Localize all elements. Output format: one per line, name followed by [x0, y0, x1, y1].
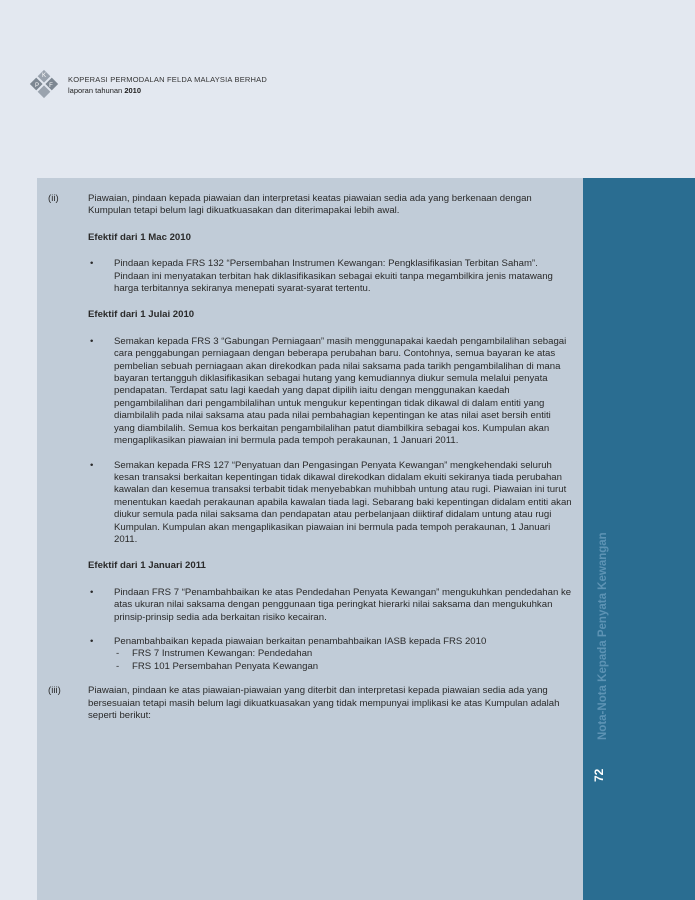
report-title	[68, 86, 141, 95]
list-item	[88, 460, 572, 547]
list-item	[88, 636, 572, 673]
list-item	[88, 258, 572, 295]
bullet-text: Semakan kepada FRS 3 “Gabungan Perniagaan” masih menggunapakai kaedah pengambilalihan sebagai cara penggabungan perniagaan dengan beberapa perubahan baru. Contohnya, semua bayaran ke atas pembelian sebuah perniagaan akan direkodkan pada nilai saksama pada tarikh pengambilalihan di mana bayaran tertangguh diklasifikasikan sebagai hutang yang kemudiannya diukur semula melalui penyata pendapatan. Terdapat satu lagi kaedah yang dapat dipilih iaitu dengan menggunakan kaedah pengambilalihan dari pengambilalihan untuk mengukur kepentingan tidak dikawal di dalam entiti yang diambilalih pada nilai saksama atau pada nilai pembahagian kepentingan ke atas nilai aset bersih entiti yang diambilalih. Semua kos berkaitan pengambilalihan patut diambilkira sebagai kos. Kumpulan akan mengaplikasikan piawaian ini bermula pada tempoh perakaunan, 1 Januari 2011.	[114, 335, 567, 447]
report-year: 2010	[124, 86, 141, 95]
section-intro: Piawaian, pindaan ke atas piawaian-piawaian yang diterbit dan interpretasi kepada piawaian sedia ada yang bersesuaian tetapi masih belum lagi dikuatkuasakan yang tidak mempunyai implikasi ke atas Kumpulan adalah seperti berikut:	[88, 685, 560, 721]
dash-mark: -	[116, 648, 120, 660]
notes-content	[48, 193, 572, 722]
report-prefix: laporan tahunan	[68, 86, 125, 95]
sub-item-text: FRS 7 Instrumen Kewangan: Pendedahan	[132, 648, 313, 660]
bullet-mark: •	[90, 459, 94, 471]
sub-list-item	[114, 661, 572, 673]
section-ii	[48, 193, 572, 685]
bullet-mark: •	[90, 635, 94, 647]
logo-letter-k: K	[41, 73, 47, 79]
section-intro: Piawaian, pindaan kepada piawaian dan interpretasi keatas piawaian sedia ada yang berkenaan dengan Kumpulan tetapi belum lagi dikuatkuasakan dan diterimapakai lebih awal.	[88, 193, 532, 217]
dash-mark: -	[116, 660, 120, 672]
bullet-text: Semakan kepada FRS 127 “Penyatuan dan Pengasingan Penyata Kewangan” mengkehendaki seluruh kesan transaksi berkaitan kepentingan tidak dikawal direkodkan didalam ekuiti sekiranya tiada perubahan kawalan dan kesemua transaksi terbabit tidak menyebabkan muhibbah untung atau rugi. Piawaian ini turut menentukan kaedah perakaunan apabila kawalan tiada lagi. Sebarang baki kepentingan didalam entiti akan diukur semula pada nilai saksama dan pendapatan atau perbelanjaan diiktiraf didalam untung atau rugi Kumpulan. Kumpulan akan mengaplikasikan piawaian ini bermula pada tempoh perakaunan, 1 Januari 2011.	[114, 459, 572, 545]
section-body	[88, 193, 572, 685]
logo-letter-f: F	[49, 83, 53, 89]
list-item	[88, 587, 572, 624]
bullet-mark: •	[90, 586, 94, 598]
section-title-vertical: Nota-Nota Kepada Penyata Kewangan	[597, 532, 609, 740]
page-number: 72	[592, 768, 606, 782]
kpf-logo	[26, 66, 62, 102]
logo-letter-p: P	[34, 83, 40, 89]
bullet-text: Pindaan FRS 7 “Penambahbaikan ke atas Pendedahan Penyata Kewangan” mengukuhkan pendedahan ke atas ukuran nilai saksama dengan penggunaan tiga peringkat hierarki nilai saksama dan mengukuhkan prinsip-prinsip sedia ada berkaitan risiko kecairan.	[114, 586, 572, 623]
heading-januari-2011: Efektif dari 1 Januari 2011	[88, 560, 206, 572]
list-item	[88, 336, 572, 448]
section-marker: (iii)	[48, 685, 61, 697]
heading-mac-2010: Efektif dari 1 Mac 2010	[88, 231, 191, 243]
bullet-mark: •	[90, 258, 94, 270]
bullet-text: Pindaan kepada FRS 132 “Persembahan Instrumen Kewangan: Pengklasifikasian Terbitan Saham”. Pindaan ini menyatakan terbitan hak diklasifikasikan sebagai ekuiti tanpa megambilkira jenis matawang harga terbitannya sekiranya menepati syarat-syarat tertentu.	[114, 258, 553, 295]
heading-julai-2010: Efektif dari 1 Julai 2010	[88, 309, 195, 321]
bullet-text: Penambahbaikan kepada piawaian berkaitan penambahbaikan IASB kepada FRS 2010	[114, 635, 487, 647]
bullet-mark: •	[90, 335, 94, 347]
bullet-group	[114, 636, 572, 673]
sub-item-text: FRS 101 Persembahan Penyata Kewangan	[132, 660, 319, 672]
section-marker: (ii)	[48, 193, 59, 204]
company-name: KOPERASI PERMODALAN FELDA MALAYSIA BERHAD	[68, 75, 267, 84]
section-body	[88, 685, 572, 722]
section-iii	[48, 685, 572, 722]
sub-list-item	[114, 648, 572, 660]
